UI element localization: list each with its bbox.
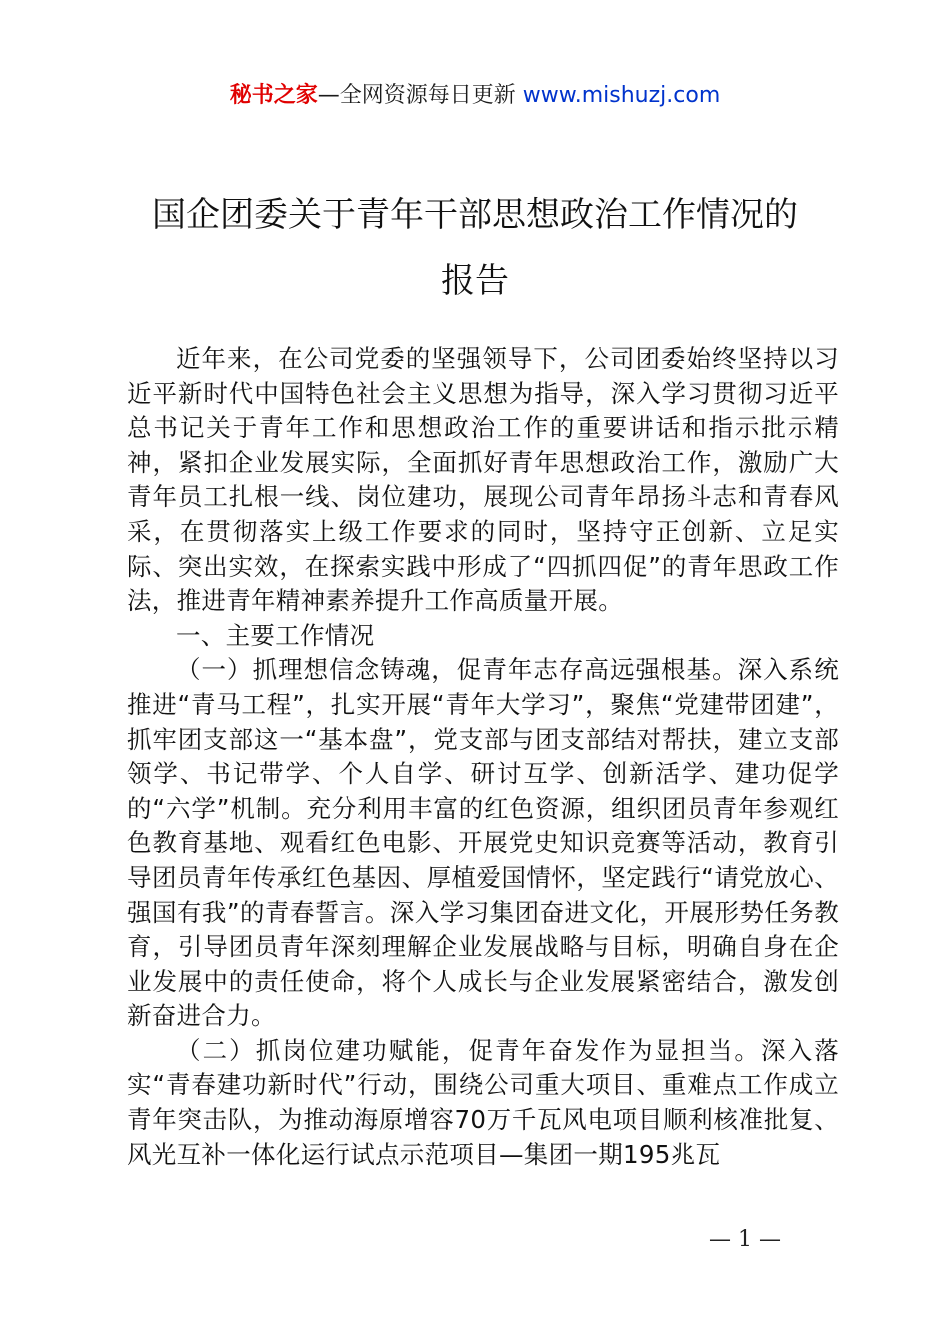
site-header — [0, 80, 950, 112]
brand-name: 秘书之家 — [229, 83, 318, 108]
header-tagline: —全网资源每日更新 — [317, 83, 516, 108]
section-heading: 一、主要工作情况 — [176, 620, 375, 650]
intro-paragraph: 近年来，在公司党委的坚强领导下，公司团委始终坚持以习近平新时代中国特色社会主义思想为指导，深入学习贯彻习近平总书记关于青年工作和思想政治工作的重要讲话和指示批示精神，紧扣企业发展实际，全面抓好青年思想政治工作，激励广大青年员工扎根一线、岗位建功，展现公司青年昂扬斗志和青春风采，在贯彻落实上级工作要求的同时，坚持守正创新、立足实际、突出实效，在探索实践中形成了“四抓四促”的青年思政工作法，推进青年精神素养提升工作高质量开展。 — [127, 344, 839, 616]
site-url-link[interactable]: www.mishuzj.com — [522, 83, 721, 108]
document-body — [127, 342, 839, 1172]
title-line-2: 报告 — [441, 261, 509, 301]
body-paragraph: （二）抓岗位建功赋能，促青年奋发作为显担当。深入落实“青春建功新时代”行动，围绕公司重大项目、重难点工作成立青年突击队，为推动海原增容70万千瓦风电项目顺利核准批复、风光互补一体化运行试点示范项目—集团一期195兆瓦 — [127, 1035, 839, 1169]
document-title — [100, 182, 850, 314]
page-number: — 1 — — [709, 1227, 781, 1252]
title-line-1: 国企团委关于青年干部思想政治工作情况的 — [152, 195, 798, 235]
body-paragraph: （一）抓理想信念铸魂，促青年志存高远强根基。深入系统推进“青马工程”，扎实开展“青年大学习”，聚焦“党建带团建”，抓牢团支部这一“基本盘”，党支部与团支部结对帮扶，建立支部领学、书记带学、个人自学、研讨互学、创新活学、建功促学的“六学”机制。充分利用丰富的红色资源，组织团员青年参观红色教育基地、观看红色电影、开展党史知识竞赛等活动，教育引导团员青年传承红色基因、厚植爱国情怀，坚定践行“请党放心、强国有我”的青春誓言。深入学习集团奋进文化，开展形势任务教育，引导团员青年深刻理解企业发展战略与目标，明确自身在企业发展中的责任使命，将个人成长与企业发展紧密结合，激发创新奋进合力。 — [127, 655, 839, 1031]
